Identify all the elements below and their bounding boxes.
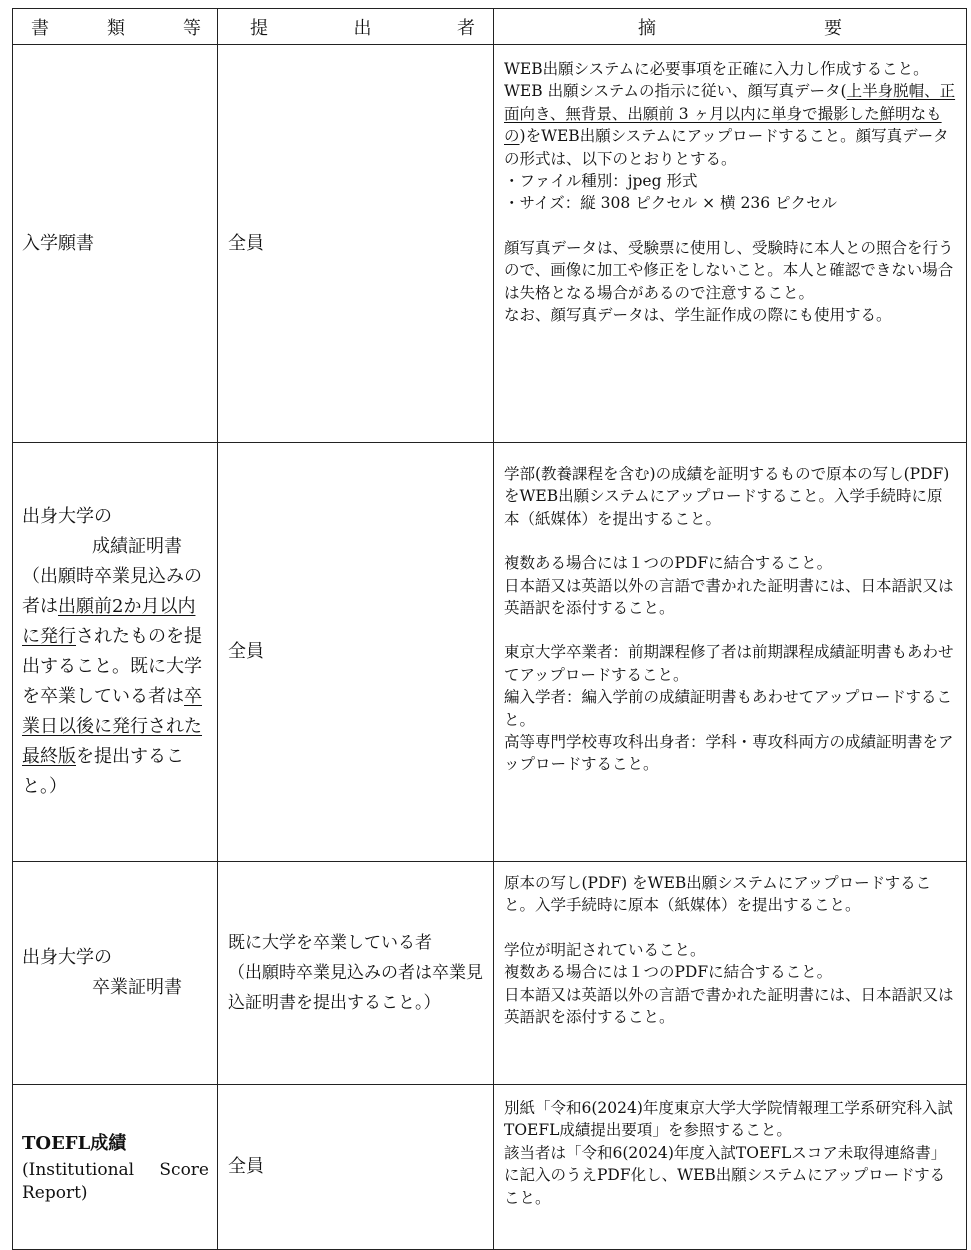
header-text: 者 (457, 17, 475, 39)
header-text: 書 (31, 17, 49, 39)
header-submitter (218, 9, 494, 45)
summary-paragraph: 別紙「令和6(2024)年度東京大学大学院情報理工学系研究科入試TOEFL成績提出要項」を参照すること。 (504, 1099, 953, 1140)
header-text: 摘 (638, 17, 656, 39)
document-note (22, 562, 217, 802)
summary-paragraph: 複数ある場合には１つのPDFに結合すること。 (504, 554, 833, 573)
document-name-line: 出身大学の (22, 506, 112, 527)
summary-cell (494, 862, 967, 1085)
document-subtitle (22, 1159, 217, 1205)
requirements-table (12, 8, 967, 1250)
document-name: 入学願書 (22, 232, 94, 254)
subtitle-text: (Institutional (22, 1160, 135, 1180)
summary-paragraph: なお、顔写真データは、学生証作成の際にも使用する。 (504, 306, 892, 325)
summary-paragraph: 学位が明記されていること。 (504, 940, 706, 959)
table-row (13, 862, 967, 1085)
summary-line: WEB出願システムに必要事項を正確に入力し作成すること。 (504, 60, 929, 78)
summary-paragraph: 複数ある場合には１つのPDFに結合すること。 (504, 963, 833, 982)
submitter-text: 既に大学を卒業している者 (228, 933, 432, 953)
subtitle-text: Report) (22, 1183, 88, 1203)
summary-paragraph: 編入学者：編入学前の成績証明書もあわせてアップロードすること。 (504, 688, 952, 729)
note-text: されたものを提出すること。既に大学を卒業している者は (22, 626, 202, 707)
table-header-row (13, 9, 967, 45)
submitter-cell (218, 862, 494, 1085)
summary-paragraph: 高等専門学校専攻科出身者：学科・専攻科両方の成績証明書をアップロードすること。 (504, 733, 954, 774)
summary-paragraph: 日本語又は英語以外の言語で書かれた証明書には、日本語訳又は英語訳を添付すること。 (504, 985, 954, 1027)
bullet-item: ・ファイル種別：jpeg 形式 (504, 172, 698, 191)
submitter-note: （出願時卒業見込みの者は卒業見込証明書を提出すること。） (228, 963, 483, 1013)
header-text: 提 (250, 17, 268, 39)
underlined-text: 卒業日以後に発行された最終版 (22, 686, 202, 767)
header-text: 類 (107, 17, 125, 39)
table-row (13, 45, 967, 443)
summary-cell (494, 1085, 967, 1250)
header-text: 要 (824, 17, 842, 39)
summary-text: )をWEB出願システムにアップロードすること。顔写真データの形式は、以下のとおりとする。 (504, 127, 949, 168)
table-row (13, 443, 967, 862)
document-cell (13, 45, 218, 443)
table-row (13, 1085, 967, 1250)
submitter-cell (218, 443, 494, 862)
document-name-line: 出身大学の (22, 947, 112, 968)
summary-paragraph: 東京大学卒業者：前期課程修了者は前期課程成績証明書もあわせてアップロードすること。 (504, 643, 954, 684)
document-cell (13, 1085, 218, 1250)
document-cell (13, 862, 218, 1085)
note-text: を提出すること。） (22, 746, 184, 797)
submitter-text: 全員 (228, 232, 264, 254)
summary-paragraph: 学部(教養課程を含む)の成績を証明するもので原本の写し(PDF) をWEB出願システムにアップロードすること。入学手続時に原本（紙媒体）を提出すること。 (504, 465, 950, 528)
header-summary (494, 9, 967, 45)
summary-paragraph: 日本語又は英語以外の言語で書かれた証明書には、日本語訳又は英語訳を添付すること。 (504, 576, 954, 618)
note-text: （出願時卒業見込みの者は (22, 566, 202, 617)
summary-cell (494, 443, 967, 862)
document-name-line: 成績証明書 (92, 536, 182, 557)
submitter-text: 全員 (228, 641, 264, 662)
header-text: 等 (183, 17, 201, 39)
document-cell (13, 443, 218, 862)
summary-paragraph: 原本の写し(PDF) をWEB出願システムにアップロードすること。入学手続時に原本（紙媒体）を提出すること。 (504, 874, 932, 915)
document-name-line: 卒業証明書 (92, 977, 182, 998)
submitter-text: 全員 (228, 1156, 264, 1177)
submitter-cell (218, 1085, 494, 1250)
submitter-cell (218, 45, 494, 443)
header-documents (13, 9, 218, 45)
bullet-item: ・サイズ：縦 308 ピクセル × 横 236 ピクセル (504, 194, 837, 213)
document-name-line: TOEFL成績 (22, 1133, 127, 1154)
subtitle-text: Score (159, 1160, 209, 1180)
summary-text: WEB 出願システムの指示に従い、顔写真データ( (504, 82, 847, 101)
underlined-text: 出願前2か月以内に発行 (22, 596, 196, 647)
summary-cell (494, 45, 967, 443)
summary-line (504, 80, 956, 170)
header-text: 出 (353, 17, 372, 39)
underlined-text: 上半身脱帽、正面向き、無背景、出願前 3 ヶ月以内に単身で撮影した鮮明なもの (504, 82, 956, 146)
summary-paragraph: 該当者は「令和6(2024)年度入試TOEFLスコア未取得連絡書」に記入のうえPDF化し、WEB出願システムにアップロードすること。 (504, 1143, 947, 1207)
summary-paragraph: 顔写真データは、受験票に使用し、受験時に本人との照合を行うので、画像に加工や修正をしないこと。本人と確認できない場合は失格となる場合があるので注意すること。 (504, 238, 954, 302)
